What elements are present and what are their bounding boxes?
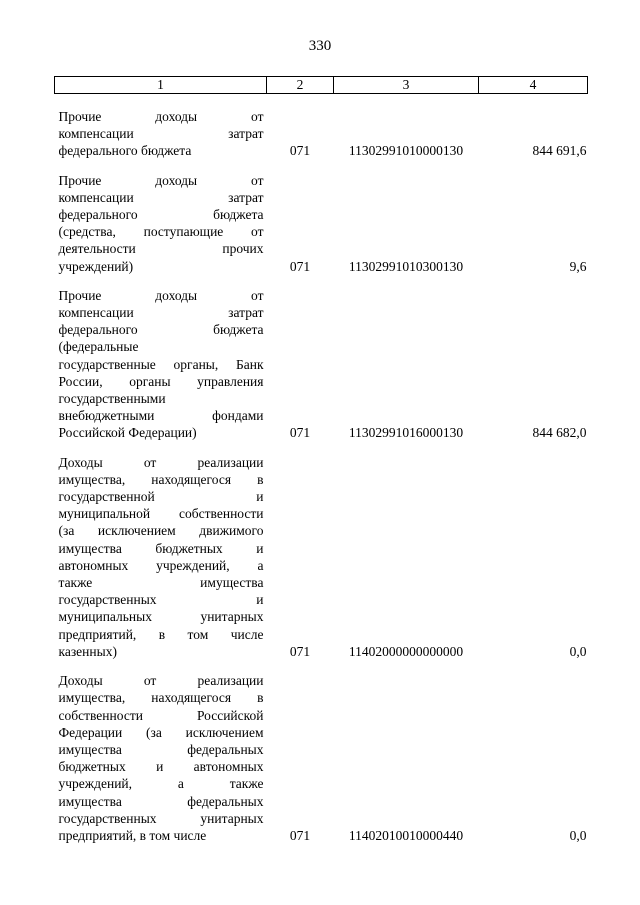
description-line: компенсации затрат bbox=[58, 189, 264, 205]
description-line: бюджетных и автономных bbox=[58, 759, 264, 775]
revenue-table bbox=[54, 76, 588, 844]
description-line: государственных и bbox=[58, 592, 264, 608]
description-line: государственными bbox=[58, 391, 166, 407]
table-row bbox=[55, 442, 588, 660]
row-amount: 0,0 bbox=[569, 643, 587, 659]
row-description bbox=[55, 160, 267, 275]
description-line: внебюджетными фондами bbox=[58, 408, 264, 424]
row-description bbox=[55, 94, 267, 160]
header-row bbox=[55, 77, 588, 94]
description-line: государственные органы, Банк bbox=[58, 356, 264, 372]
description-line: компенсации затрат bbox=[58, 126, 264, 142]
description-line: имущества федеральных bbox=[58, 793, 264, 809]
description-line: (федеральные bbox=[58, 339, 139, 355]
row-admin-code: 071 bbox=[289, 425, 311, 441]
description-line: учреждений) bbox=[58, 258, 134, 274]
header-col-1: 1 bbox=[55, 77, 267, 94]
description-line: (за исключением движимого bbox=[58, 523, 264, 539]
description-line: Федерации (за исключением bbox=[58, 724, 264, 740]
row-description bbox=[55, 660, 267, 844]
row-kbk-code: 11302991016000130 bbox=[348, 425, 464, 441]
description-line: автономных учреждений, а bbox=[58, 557, 264, 573]
row-admin-code: 071 bbox=[289, 143, 311, 159]
table-row bbox=[55, 660, 588, 844]
row-description bbox=[55, 275, 267, 442]
row-kbk-code: 11402010010000440 bbox=[348, 827, 464, 843]
description-line: Прочие доходы от bbox=[58, 287, 264, 303]
row-kbk-code: 11402000000000000 bbox=[348, 643, 464, 659]
description-line: имущества, находящегося в bbox=[58, 471, 264, 487]
table-header bbox=[55, 77, 588, 94]
row-kbk-code: 11302991010300130 bbox=[348, 258, 464, 274]
description-line: федерального бюджета bbox=[58, 207, 264, 223]
table-row bbox=[55, 94, 588, 160]
description-line: казенных) bbox=[58, 643, 117, 659]
page-number: 330 bbox=[308, 38, 332, 54]
row-admin-code: 071 bbox=[289, 643, 311, 659]
row-amount: 0,0 bbox=[569, 827, 587, 843]
description-line: Российской Федерации) bbox=[58, 425, 197, 441]
description-line: муниципальных унитарных bbox=[58, 609, 264, 625]
header-col-4: 4 bbox=[479, 77, 588, 94]
description-line: Доходы от реализации bbox=[58, 673, 264, 689]
description-line: компенсации затрат bbox=[58, 305, 264, 321]
row-description bbox=[55, 442, 267, 660]
description-line: также имущества bbox=[58, 575, 264, 591]
description-line: Доходы от реализации bbox=[58, 454, 264, 470]
description-line: имущества бюджетных и bbox=[58, 540, 264, 556]
description-line: (средства, поступающие от bbox=[58, 224, 264, 240]
description-line: федерального бюджета bbox=[58, 143, 192, 159]
row-amount: 844 682,0 bbox=[532, 425, 587, 441]
table-row bbox=[55, 160, 588, 275]
description-line: собственности Российской bbox=[58, 707, 264, 723]
header-col-2: 2 bbox=[267, 77, 334, 94]
table-row bbox=[55, 275, 588, 442]
description-line: России, органы управления bbox=[58, 373, 264, 389]
description-line: федерального бюджета bbox=[58, 322, 264, 338]
row-amount: 844 691,6 bbox=[532, 143, 587, 159]
description-line: государственных унитарных bbox=[58, 810, 264, 826]
description-line: деятельности прочих bbox=[58, 241, 264, 257]
table-body bbox=[55, 94, 588, 845]
row-amount: 9,6 bbox=[569, 258, 587, 274]
description-line: имущества федеральных bbox=[58, 741, 264, 757]
description-line: государственной и bbox=[58, 489, 264, 505]
description-line: предприятий, в том числе bbox=[58, 626, 264, 642]
description-line: Прочие доходы от bbox=[58, 109, 264, 124]
row-admin-code: 071 bbox=[289, 827, 311, 843]
header-col-3: 3 bbox=[334, 77, 479, 94]
row-kbk-code: 11302991010000130 bbox=[348, 143, 464, 159]
description-line: учреждений, а также bbox=[58, 776, 264, 792]
description-line: муниципальной собственности bbox=[58, 506, 264, 522]
description-line: предприятий, в том числе bbox=[58, 827, 207, 843]
description-line: Прочие доходы от bbox=[58, 172, 264, 188]
description-line: имущества, находящегося в bbox=[58, 690, 264, 706]
row-admin-code: 071 bbox=[289, 258, 311, 274]
